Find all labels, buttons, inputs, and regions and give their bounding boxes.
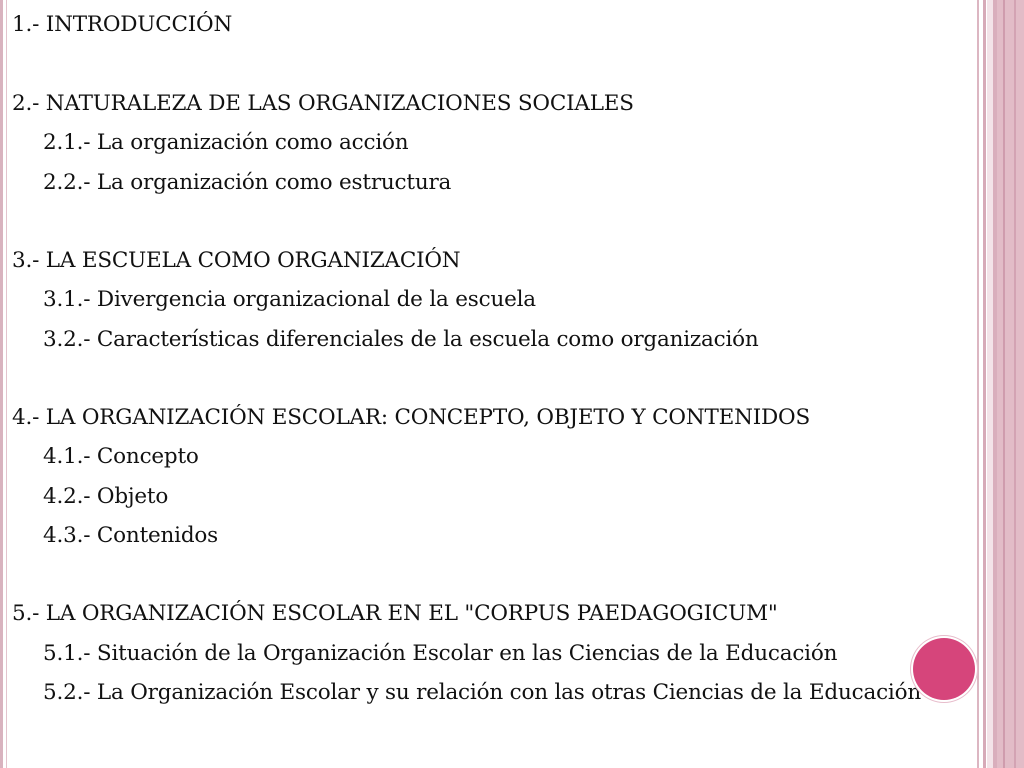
subsection-item: 4.2.- Objeto bbox=[43, 484, 169, 509]
right-stripe bbox=[1003, 0, 1005, 768]
right-stripe-band bbox=[997, 0, 1024, 768]
decorative-circle bbox=[913, 638, 975, 700]
section-title-3: 3.- LA ESCUELA COMO ORGANIZACIÓN bbox=[12, 248, 461, 273]
section-title-4: 4.- LA ORGANIZACIÓN ESCOLAR: CONCEPTO, OBJETO Y CONTENIDOS bbox=[12, 405, 810, 430]
subsection-item: 5.2.- La Organización Escolar y su relación con las otras Ciencias de la Educación bbox=[43, 680, 922, 705]
section-title-2: 2.- NATURALEZA DE LAS ORGANIZACIONES SOCIALES bbox=[12, 91, 634, 116]
subsection-item: 5.1.- Situación de la Organización Escolar en las Ciencias de la Educación bbox=[43, 641, 838, 666]
subsection-item: 3.1.- Divergencia organizacional de la escuela bbox=[43, 287, 536, 312]
subsection-item: 4.1.- Concepto bbox=[43, 444, 199, 469]
section-title-1: 1.- INTRODUCCIÓN bbox=[12, 12, 233, 37]
right-stripe bbox=[983, 0, 986, 768]
subsection-item: 4.3.- Contenidos bbox=[43, 523, 218, 548]
right-stripe bbox=[977, 0, 979, 768]
subsection-item: 2.2.- La organización como estructura bbox=[43, 170, 452, 195]
left-border-line-inner bbox=[6, 0, 7, 768]
subsection-item: 3.2.- Características diferenciales de la escuela como organización bbox=[43, 327, 759, 352]
subsection-item: 2.1.- La organización como acción bbox=[43, 130, 409, 155]
right-stripe bbox=[1014, 0, 1016, 768]
section-title-5: 5.- LA ORGANIZACIÓN ESCOLAR EN EL "CORPUS PAEDAGOGICUM" bbox=[12, 601, 778, 626]
left-border-line bbox=[0, 0, 3, 768]
